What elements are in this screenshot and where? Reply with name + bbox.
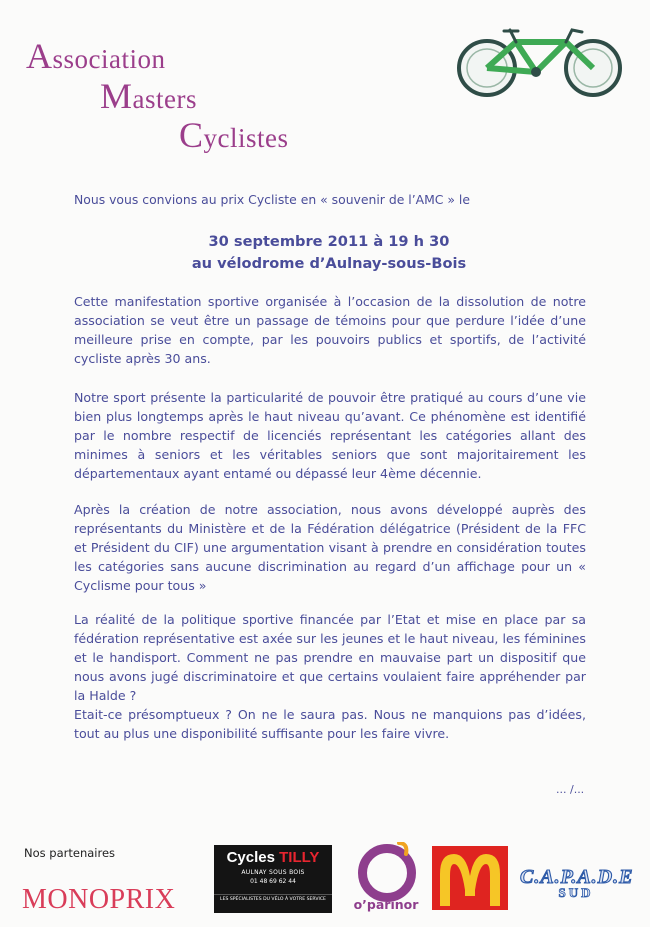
intro-text: Nous vous convions au prix Cycliste en « souvenir de l’AMC » le — [74, 192, 470, 207]
tilly-city: AULNAY SOUS BOIS — [241, 869, 305, 876]
bicycle-icon — [456, 28, 624, 100]
monoprix-logo: MONOPRIX — [22, 884, 176, 915]
logo-association: Association — [26, 36, 166, 76]
logo-masters: Masters — [100, 76, 197, 116]
paragraph-sport: Notre sport présente la particularité de pouvoir être pratiqué au cours d’une vie bien plus longtemps après le haut niveau qu’avant. Ce phénomène est identifié par le nombre respectif de licenciés représentant les catégories allant des minimes à seniors et les véritables seniors que sont majoritairement les départementaux ayant entamé ou dépassé leur 4ème décennie. — [74, 390, 586, 481]
paragraph-federation: Après la création de notre association, nous avons développé auprès des représentants du Ministère et de la Fédération délégatrice (Président de la FFC et Président du CIF) une argumentation visant à prendre en considération toutes les catégories sans aucune discrimination au regard d’un affichage pour un « Cyclisme pour tous » — [74, 502, 586, 593]
continuation-mark: ... /... — [556, 783, 585, 796]
oparinor-text: o’parinor — [353, 897, 419, 912]
golden-arches-icon — [432, 846, 508, 910]
capade-text: C.A.P.A.D.E — [520, 866, 634, 888]
capade-sud-logo — [520, 866, 632, 901]
logo-cyclistes: Cyclistes — [179, 115, 289, 155]
event-place: au vélodrome d’Aulnay-sous-Bois — [191, 255, 467, 272]
capade-sud-text: SUD — [558, 885, 594, 900]
paragraph-dissolution: Cette manifestation sportive organisée à l’occasion de la dissolution de notre association se veut être un passage de témoins pour que perdure l’idée d’une meilleure prise en compte, par les pouvoirs publics et sportifs, de l’activité cycliste après 30 ans. — [74, 294, 586, 366]
partners-label: Nos partenaires — [24, 846, 116, 860]
event-date: 30 septembre 2011 à 19 h 30 — [208, 233, 450, 250]
oparinor-logo — [348, 842, 420, 914]
tilly-prefix: Cycles — [226, 849, 280, 866]
cycles-tilly-logo — [214, 845, 332, 913]
tilly-phone: 01 48 69 62 44 — [250, 878, 296, 885]
paragraph-conclusion: Etait-ce présomptueux ? On ne le saura pas. Nous ne manquions pas d’idées, tout au plus une disponibilité suffisante pour les faire vivre. — [74, 707, 586, 741]
tilly-brand: TILLY — [279, 849, 320, 866]
tilly-tagline: LES SPÉCIALISTES DU VÉLO À VOTRE SERVICE — [214, 894, 332, 902]
mcdonalds-logo — [432, 846, 508, 910]
paragraph-politique: La réalité de la politique sportive financée par l’Etat et mise en place par sa fédération représentative est axée sur les jeunes et le haut niveau, les féminines et le handisport. Comment ne pas prendre en mauvaise part un dispositif que nous avons jugé discriminatoire et que certains voulaient faire appréhender par la Halde ? — [74, 612, 586, 703]
oparinor-accent-icon — [396, 842, 410, 856]
